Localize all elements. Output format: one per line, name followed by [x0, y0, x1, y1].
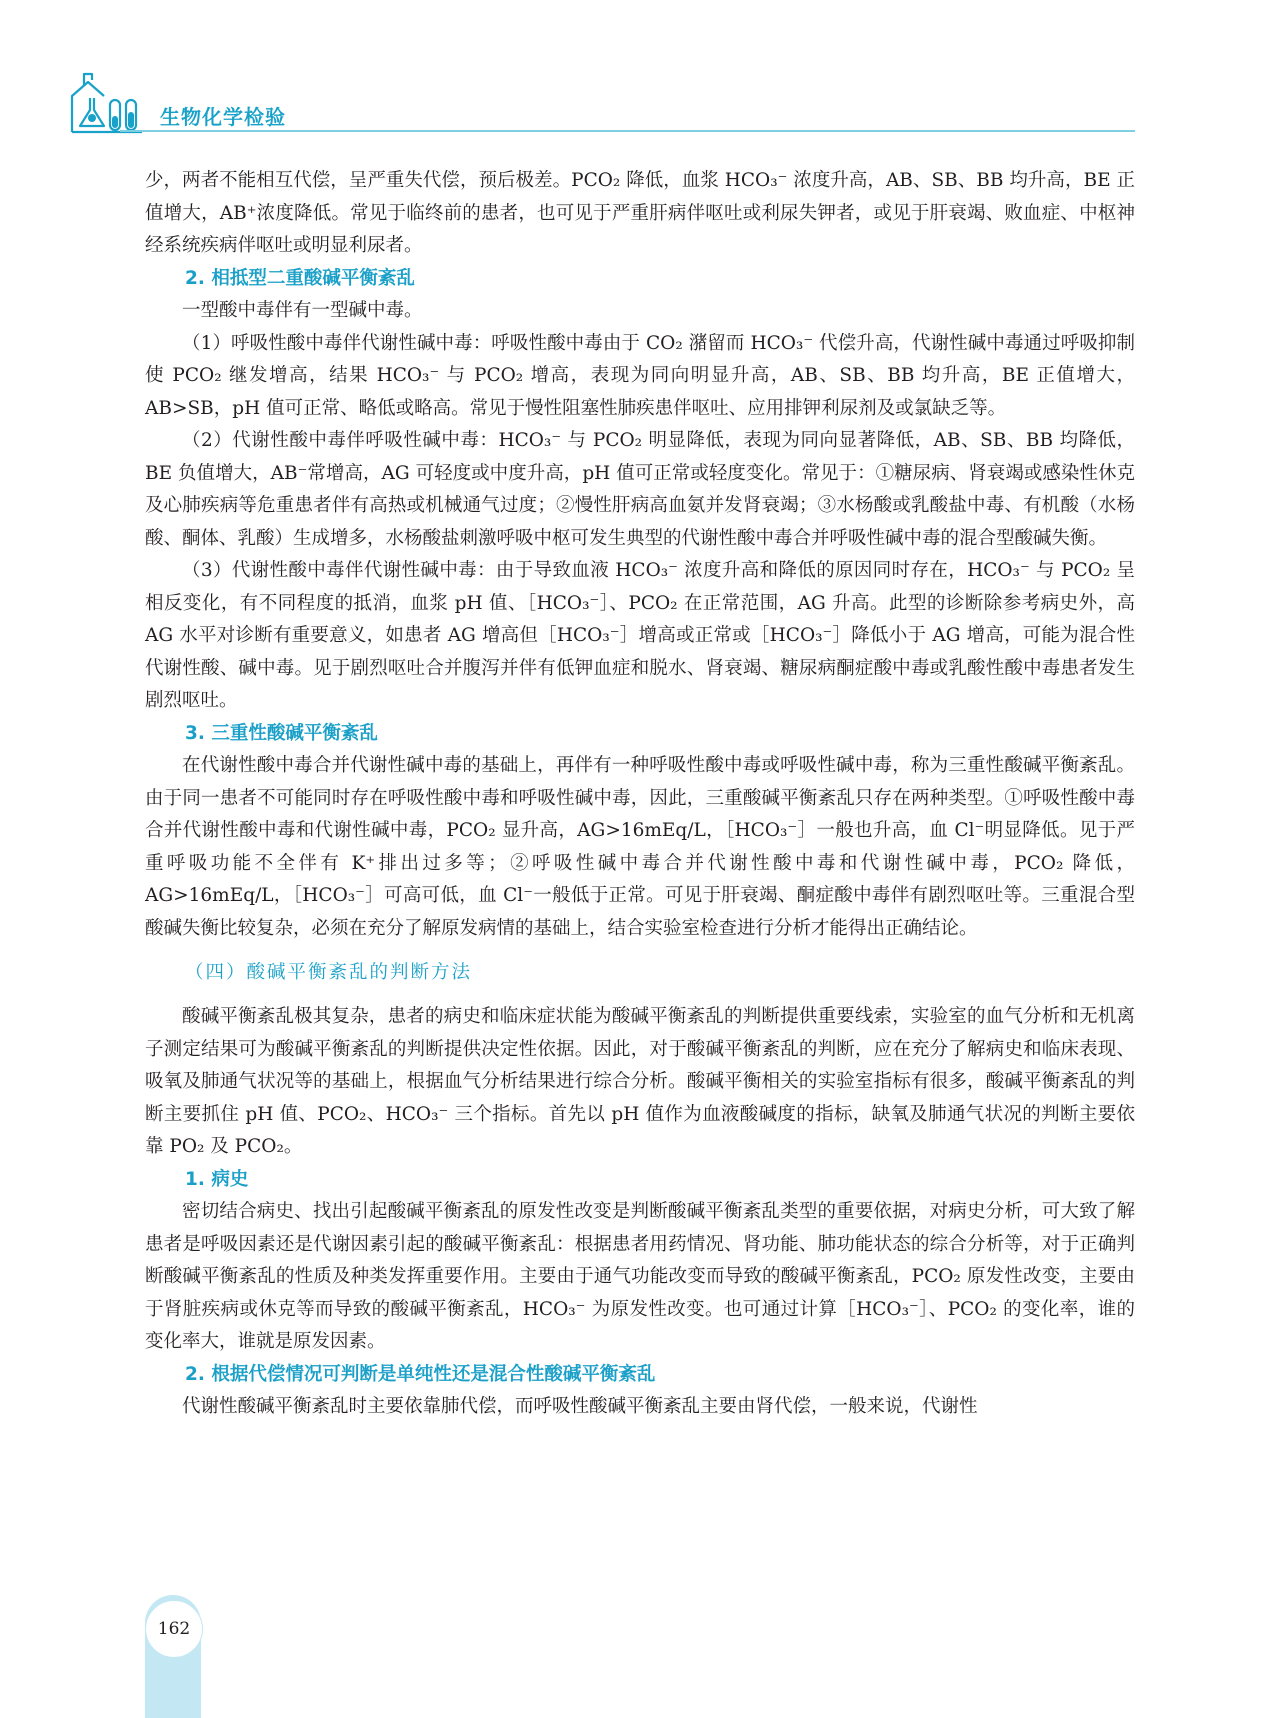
page-number: 162 [145, 1600, 203, 1658]
body-paragraph: 一型酸中毒伴有一型碱中毒。 [182, 300, 423, 321]
page-body [145, 165, 1135, 1424]
body-paragraph: （3）代谢性酸中毒伴代谢性碱中毒：由于导致血液 HCO₃⁻ 浓度升高和降低的原因同时存在，HCO₃⁻ 与 PCO₂ 呈相反变化，有不同程度的抵消，血浆 pH 值、［HCO₃⁻］、PCO₂ 在正常范围，AG 升高。此型的诊断除参考病史外，高 AG 水平对诊断有重要意义，如患者 AG 增高但［HCO₃⁻］增高或正常或［HCO₃⁻］降低小于 AG 增高，可能为混合性代谢性酸、碱中毒。见于剧烈呕吐合并腹泻并伴有低钾血症和脱水、肾衰竭、糖尿病酮症酸中毒或乳酸性酸中毒患者发生剧烈呕吐。 [145, 560, 1135, 711]
body-paragraph: （2）代谢性酸中毒伴呼吸性碱中毒：HCO₃⁻ 与 PCO₂ 明显降低，表现为同向显著降低，AB、SB、BB 均降低，BE 负值增大，AB⁻常增高，AG 可轻度或中度升高，pH 值可正常或轻度变化。常见于：①糖尿病、肾衰竭或感染性休克及心肺疾病等危重患者伴有高热或机械通气过度；②慢性肝病高血氨并发肾衰竭；③水杨酸或乳酸盐中毒、有机酸（水杨酸、酮体、乳酸）生成增多，水杨酸盐刺激呼吸中枢可发生典型的代谢性酸中毒合并呼吸性碱中毒的混合型酸碱失衡。 [145, 430, 1135, 549]
section-heading: 1. 病史 [185, 1168, 249, 1190]
lab-flask-logo-icon [70, 70, 145, 134]
header-rule [120, 130, 1135, 132]
body-paragraph: （1）呼吸性酸中毒伴代谢性碱中毒：呼吸性酸中毒由于 CO₂ 潴留而 HCO₃⁻ 代偿升高，代谢性碱中毒通过呼吸抑制使 PCO₂ 继发增高，结果 HCO₃⁻ 与 PCO₂ 增高，表现为同向明显升高，AB、SB、BB 均升高，BE 正值增大，AB>SB，pH 值可正常、略低或略高。常见于慢性阻塞性肺疾患伴呕吐、应用排钾利尿剂及或氯缺乏等。 [145, 332, 1135, 419]
section-heading: 2. 根据代偿情况可判断是单纯性还是混合性酸碱平衡紊乱 [185, 1363, 656, 1385]
body-paragraph: 在代谢性酸中毒合并代谢性碱中毒的基础上，再伴有一种呼吸性酸中毒或呼吸性碱中毒，称为三重性酸碱平衡紊乱。由于同一患者不可能同时存在呼吸性酸中毒和呼吸性碱中毒，因此，三重酸碱平衡紊乱只存在两种类型。①呼吸性酸中毒合并代谢性酸中毒和代谢性碱中毒，PCO₂ 显升高，AG>16mEq/L，［HCO₃⁻］一般也升高，血 Cl⁻明显降低。见于严重呼吸功能不全伴有 K⁺排出过多等；②呼吸性碱中毒合并代谢性酸中毒和代谢性碱中毒，PCO₂ 降低，AG>16mEq/L，［HCO₃⁻］可高可低，血 Cl⁻一般低于正常。可见于肝衰竭、酮症酸中毒伴有剧烈呕吐等。三重混合型酸碱失衡比较复杂，必须在充分了解原发病情的基础上，结合实验室检查进行分析才能得出正确结论。 [145, 755, 1135, 939]
body-paragraph: 少，两者不能相互代偿，呈严重失代偿，预后极差。PCO₂ 降低，血浆 HCO₃⁻ 浓度升高，AB、SB、BB 均升高，BE 正值增大，AB⁺浓度降低。常见于临终前的患者，也可见于严重肝病伴呕吐或利尿失钾者，或见于肝衰竭、败血症、中枢神经系统疾病伴呕吐或明显利尿者。 [145, 170, 1135, 256]
body-paragraph: 代谢性酸碱平衡紊乱时主要依靠肺代偿，而呼吸性酸碱平衡紊乱主要由肾代偿，一般来说，代谢性 [182, 1396, 978, 1417]
section-heading: 3. 三重性酸碱平衡紊乱 [185, 722, 378, 744]
subsection-heading: （四）酸碱平衡紊乱的判断方法 [185, 962, 473, 983]
page-header [0, 0, 1275, 140]
body-paragraph: 密切结合病史、找出引起酸碱平衡紊乱的原发性改变是判断酸碱平衡紊乱类型的重要依据，对病史分析，可大致了解患者是呼吸因素还是代谢因素引起的酸碱平衡紊乱：根据患者用药情况、肾功能、肺功能状态的综合分析等，对于正确判断酸碱平衡紊乱的性质及种类发挥重要作用。主要由于通气功能改变而导致的酸碱平衡紊乱，PCO₂ 原发性改变，主要由于肾脏疾病或休克等而导致的酸碱平衡紊乱，HCO₃⁻ 为原发性改变。也可通过计算［HCO₃⁻］、PCO₂ 的变化率，谁的变化率大，谁就是原发因素。 [145, 1201, 1135, 1352]
book-title: 生物化学检验 [160, 105, 286, 129]
body-paragraph: 酸碱平衡紊乱极其复杂，患者的病史和临床症状能为酸碱平衡紊乱的判断提供重要线索，实验室的血气分析和无机离子测定结果可为酸碱平衡紊乱的判断提供决定性依据。因此，对于酸碱平衡紊乱的判断，应在充分了解病史和临床表现、吸氧及肺通气状况等的基础上，根据血气分析结果进行综合分析。酸碱平衡相关的实验室指标有很多，酸碱平衡紊乱的判断主要抓住 pH 值、PCO₂、HCO₃⁻ 三个指标。首先以 pH 值作为血液酸碱度的指标，缺氧及肺通气状况的判断主要依靠 PO₂ 及 PCO₂。 [145, 1006, 1135, 1157]
section-heading: 2. 相抵型二重酸碱平衡紊乱 [185, 267, 415, 289]
